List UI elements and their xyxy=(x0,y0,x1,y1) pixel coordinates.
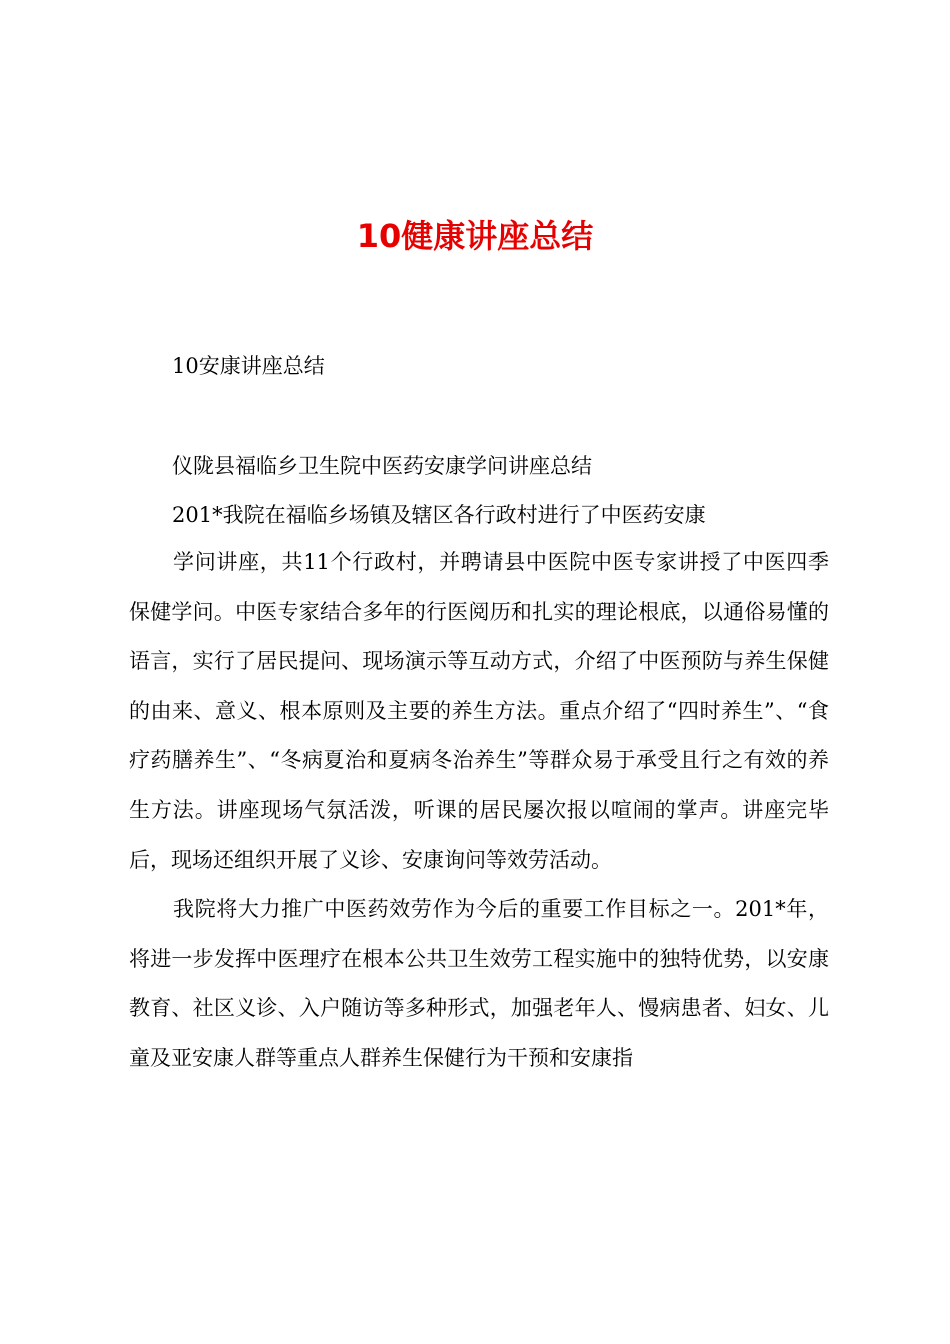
intro-line: 201*我院在福临乡场镇及辖区各行政村进行了中医药安康 xyxy=(172,503,706,527)
paragraph-2: 我院将大力推广中医药效劳作为今后的重要工作目标之一。201*年，将进一步发挥中医理疗在根本公共卫生效劳工程实施中的独特优势，以安康教育、社区义诊、入户随访等多种形式，加强老年人、慢病患者、妇女、儿童及亚安康人群等重点人群养生保健行为干预和安康指 xyxy=(129,897,829,1070)
section-heading: 仪陇县福临乡卫生院中医药安康学问讲座总结 xyxy=(172,454,592,478)
paragraph-1: 学问讲座，共11个行政村，并聘请县中医院中医专家讲授了中医四季保健学问。中医专家结合多年的行医阅历和扎实的理论根底，以通俗易懂的语言，实行了居民提问、现场演示等互动方式，介绍了中医预防与养生保健的由来、意义、根本原则及主要的养生方法。重点介绍了“四时养生”、“食疗药膳养生”、“冬病夏治和夏病冬治养生”等群众易于承受且行之有效的养生方法。讲座现场气氛活泼，听课的居民屡次报以喧闹的掌声。讲座完毕后，现场还组织开展了义诊、安康询问等效劳活动。 xyxy=(129,550,829,872)
body-text xyxy=(129,538,829,1084)
document-title: 10健康讲座总结 xyxy=(356,217,594,255)
document-subtitle: 10安康讲座总结 xyxy=(172,354,325,378)
